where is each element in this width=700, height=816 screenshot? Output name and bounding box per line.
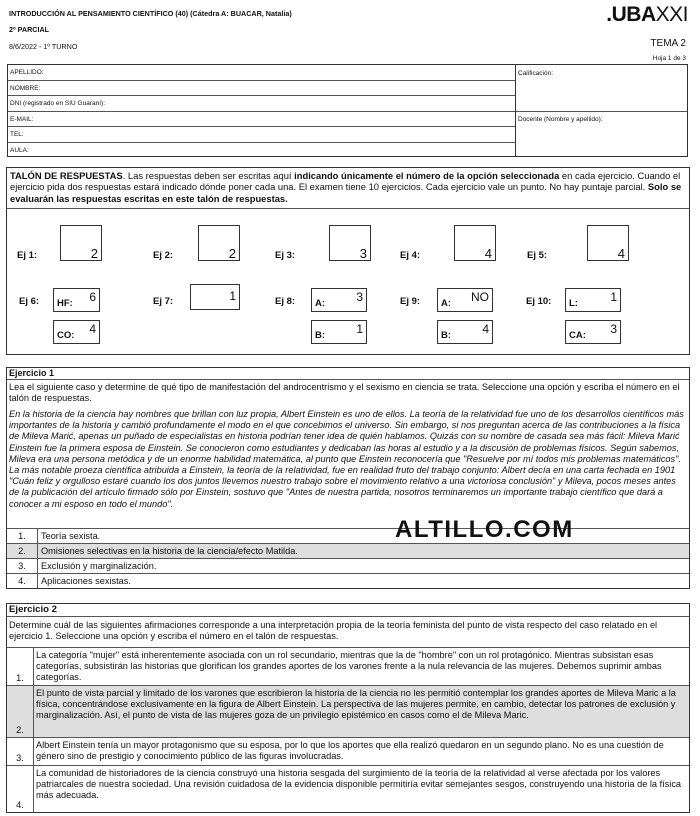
tema-label: TEMA 2 — [650, 38, 686, 49]
ej6-label: Ej 6: — [19, 296, 40, 307]
ej1-answer-box[interactable] — [60, 225, 102, 261]
field-email[interactable]: E-MAIL: — [8, 112, 515, 128]
ej6-co-box[interactable] — [53, 320, 100, 344]
exercise-2-instruction: Determine cuál de las siguientes afirmaciones corresponde a una interpretación propia de la teoría feminista del punto de vista respecto del caso relatado en el ejercicio 1. Seleccione una opción y escriba el número en el talón de respuestas. — [9, 620, 658, 641]
ej3-answer-box[interactable] — [329, 225, 371, 261]
instructions-text-1: . Las respuestas deben ser escritas aquí — [122, 170, 295, 181]
ej9-label: Ej 9: — [400, 296, 421, 307]
option-divider — [37, 544, 38, 558]
ej3-label: Ej 3: — [275, 250, 296, 261]
student-id-form — [7, 64, 688, 157]
exercise-2-title: Ejercicio 2 — [7, 604, 689, 617]
exercise-2-option-2 — [7, 685, 689, 737]
exercise-1 — [6, 367, 690, 589]
ej10-ca-answer: 3 — [610, 322, 617, 336]
ej9-a-answer: NO — [471, 290, 489, 304]
option-text: Teoría sexista. — [41, 531, 101, 541]
ej6-hf-label: HF: — [57, 298, 73, 309]
option-number: 1. — [18, 531, 26, 541]
ej6-hf-answer: 6 — [89, 290, 96, 304]
option-divider — [33, 648, 34, 685]
field-calificacion[interactable]: Calificación: — [518, 70, 554, 77]
ej4-answer: 4 — [484, 246, 492, 261]
field-apellido[interactable]: APELLIDO: — [8, 65, 515, 81]
ej4-answer-box[interactable] — [454, 225, 496, 261]
exercise-2-option-4 — [7, 765, 689, 812]
ej2-label: Ej 2: — [153, 250, 174, 261]
ej4-label: Ej 4: — [400, 250, 421, 261]
option-divider — [37, 529, 38, 543]
option-number: 1. — [16, 673, 24, 683]
option-divider — [37, 574, 38, 588]
ej10-label: Ej 10: — [526, 296, 552, 307]
option-text: La categoría "mujer" está inherentemente asociada con un rol secundario, mientras que la de "hombre" con un rol protagónico. Mientras subsistan esas categorías, subsistirán las historias que glorifican los grandes aportes de los varones frente a la nula relevancia de las mujeres. Debemos suprimir ambas categorías. — [36, 650, 662, 683]
ej8-a-label: A: — [315, 298, 326, 309]
ej9-b-answer: 4 — [482, 322, 489, 336]
ej5-label: Ej 5: — [527, 250, 548, 261]
exercise-1-title: Ejercicio 1 — [7, 368, 689, 380]
option-number: 3. — [18, 561, 26, 571]
answer-sheet — [6, 167, 690, 355]
option-text: Exclusión y marginalización. — [41, 561, 157, 571]
ej9-b-label: B: — [441, 330, 452, 341]
ej8-b-box[interactable] — [311, 320, 367, 344]
ej1-label: Ej 1: — [17, 250, 38, 261]
field-docente[interactable]: Docente (Nombre y apellido): — [518, 116, 603, 123]
ej5-answer-box[interactable] — [587, 225, 629, 261]
exercise-1-instruction: Lea el siguiente caso y determine de qué tipo de manifestación del androcentrismo y el sexismo en ciencia se trata. Seleccione una opción y escriba el número en el talón de respuestas. — [9, 382, 680, 404]
answer-sheet-divider — [7, 208, 689, 209]
exercise-1-option-4 — [7, 573, 689, 588]
form-divider — [516, 111, 687, 112]
answer-sheet-title: TALÓN DE RESPUESTAS — [10, 170, 123, 181]
course-title: INTRODUCCIÓN AL PENSAMIENTO CIENTÍFICO (40) (Cátedra A: BUACAR, Natalia) — [9, 9, 292, 18]
option-number: 4. — [18, 576, 26, 586]
option-number: 2. — [18, 546, 26, 556]
ej6-co-label: CO: — [57, 330, 75, 341]
option-number: 3. — [16, 753, 24, 763]
ej8-a-box[interactable] — [311, 288, 367, 312]
exercise-2-option-1 — [7, 647, 689, 685]
exercise-1-case-text: En la historia de la ciencia hay nombres que brillan con luz propia, Albert Einstein es uno de ellos. La teoría de la relatividad fue uno de los desarrollos científicos más importantes de la historia y cambió profundamente el modo en el que concebimos el universo. Sin embargo, si nos preguntan acerca de las contribuciones a la física de Mileva Marić, apenas un puñado de especialistas en historia podrían tener idea de quién hablamos. Quizás con su nombre de casada sea más fácil: Mileva Marić Einstein fue la primera esposa de Einstein. Se conocieron como estudiantes y dedicaban las horas al estudio y a la discusión de problemas físicos. Según sabemos, Mileva era una persona metódica y de un enorme habilidad matemática, al punto que Einstein reconocería que "Resuelve por mí todos mis problemas matemáticos". La más notable proeza científica atribuida a Einstein, la teoría de la relatividad, fue en realidad fruto del trabajo conjunto: Albert decía en una carta fechada en 1901 "Cuán feliz y orgulloso estaré cuando los dos juntos llevemos nuestro trabajo sobre el movimiento relativo a una victoriosa conclusión" y Mileva, pocos meses antes de la publicación del artículo firmado sólo por Einstein, sostuvo que "Antes de nuestra partida, nosotros terminaremos un importante trabajo científico que dará a conocer a mi esposo en todo el mundo". — [9, 409, 684, 509]
ej10-ca-box[interactable] — [565, 320, 621, 344]
uba-xxi-logo — [606, 3, 688, 27]
exam-name: 2º PARCIAL — [9, 25, 50, 34]
watermark: ALTILLO.COM — [395, 516, 574, 543]
option-text: Aplicaciones sexistas. — [41, 576, 131, 586]
ej8-label: Ej 8: — [275, 296, 296, 307]
option-divider — [33, 686, 34, 737]
option-text: Albert Einstein tenía un mayor protagonismo que su esposa, por lo que los aportes que ella realizó quedaron en un segundo plano. No es una cuestión de género sino de prestigio y conocimiento público de las figuras involucradas. — [36, 740, 664, 762]
ej5-answer: 4 — [617, 246, 625, 261]
exercise-1-option-1 — [7, 528, 689, 543]
exercise-1-option-3 — [7, 558, 689, 573]
option-number: 4. — [16, 800, 24, 810]
ej2-answer: 2 — [228, 246, 236, 261]
ej10-l-answer: 1 — [610, 290, 617, 304]
option-divider — [37, 559, 38, 573]
exercise-1-option-2 — [7, 543, 689, 558]
option-number: 2. — [16, 725, 24, 735]
logo-xxi: XXI — [655, 3, 688, 26]
option-text: La comunidad de historiadores de la ciencia construyó una historia sesgada del surgimiento de la teoría de la relatividad al verse afectada por los valores patriarcales de nuestra sociedad. Una revisión cuidadosa de la evidencia disponible permitiría evitar semejantes sesgos, construyendo una historia de la física más adecuada. — [36, 768, 682, 801]
exercise-2 — [6, 603, 690, 813]
field-dni[interactable]: DNI (registrado en SIU Guaraní): — [8, 96, 515, 112]
ej8-a-answer: 3 — [356, 290, 363, 304]
ej6-co-answer: 4 — [89, 322, 96, 336]
exercise-2-option-3 — [7, 737, 689, 765]
ej8-b-label: B: — [315, 330, 326, 341]
option-text: Omisiones selectivas en la historia de la ciencia/efecto Matilda. — [41, 546, 298, 556]
ej9-a-box[interactable] — [437, 288, 493, 312]
option-text: El punto de vista parcial y limitado de los varones que escribieron la historia de la ciencia no les permitió contemplar los grandes aportes de Mileva Maric a la física, concentrándose exclusivamente en la figura de Albert Einstein. La perspectiva de las mujeres permite, en cambio, detectar los patrones de exclusión y marginalización. Así, el punto de vista de las mujeres goza de un privilegio epistémico en casos como el de Mileva Maric. — [36, 688, 676, 721]
option-divider — [33, 766, 34, 812]
ej10-l-box[interactable] — [565, 288, 621, 312]
ej3-answer: 3 — [359, 246, 367, 261]
ej10-ca-label: CA: — [569, 330, 586, 341]
ej9-b-box[interactable] — [437, 320, 493, 344]
ej8-b-answer: 1 — [356, 322, 363, 336]
answer-sheet-instructions — [10, 170, 684, 204]
ej2-answer-box[interactable] — [198, 225, 240, 261]
instructions-bold-1: indicando únicamente el número de la opción seleccionada — [294, 170, 560, 181]
ej7-answer: 1 — [229, 289, 236, 303]
field-aula[interactable]: AULA: — [10, 146, 29, 154]
page-indicator: Hoja 1 de 3 — [652, 55, 686, 62]
ej10-l-label: L: — [569, 298, 578, 309]
exam-date: 8/6/2022 - 1º TURNO — [9, 42, 78, 51]
field-nombre[interactable]: NOMBRE: — [8, 81, 515, 97]
ej9-a-label: A: — [441, 298, 452, 309]
field-tel[interactable]: TEL: — [8, 127, 515, 143]
instructions-text-2: en cada ejercicio. Cuando el ejercicio pida dos respuestas estará indicado dónde poner cada una. El examen tiene 10 ejercicios. Cada ejercicio vale un punto. No hay puntaje parcial. — [10, 170, 681, 193]
option-divider — [33, 738, 34, 765]
ej6-hf-box[interactable] — [53, 288, 100, 312]
ej1-answer: 2 — [90, 246, 98, 261]
ej7-answer-box[interactable] — [190, 284, 240, 310]
ej7-label: Ej 7: — [153, 296, 174, 307]
instructions-bold-2: Solo se evaluarán las respuestas escritas en este talón de respuestas. — [10, 181, 682, 204]
logo-uba: .UBA — [606, 3, 656, 26]
